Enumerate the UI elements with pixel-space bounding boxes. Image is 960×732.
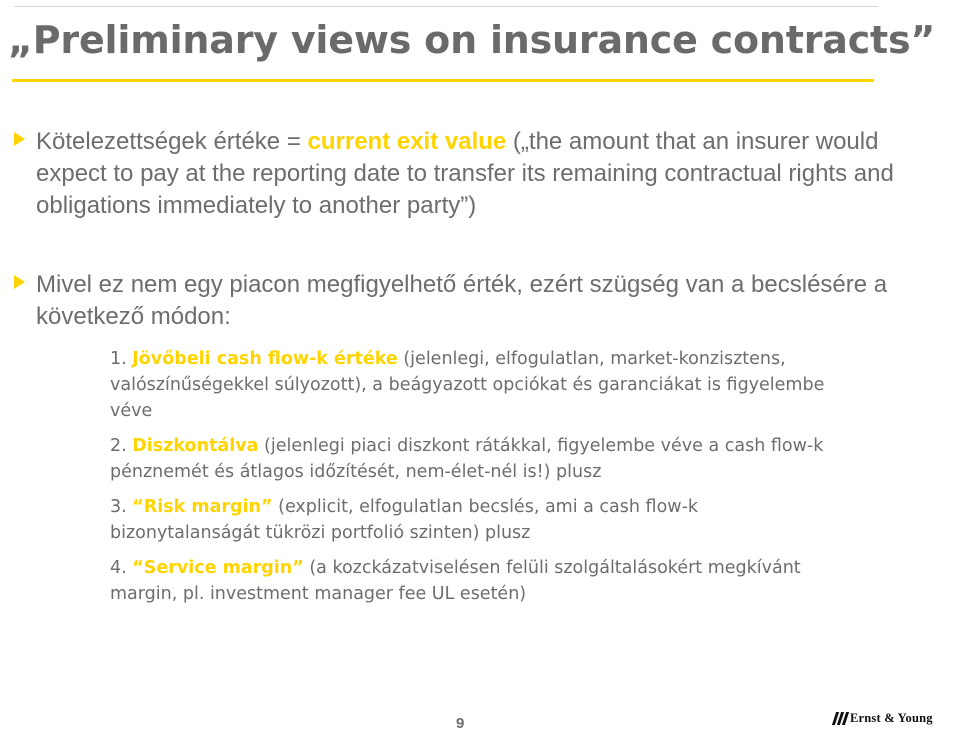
bullet-text-part: Kötelezettségek értéke =: [36, 128, 308, 155]
list-item: [110, 555, 850, 607]
item-highlight: “Service margin”: [132, 558, 304, 578]
page-number: 9: [456, 715, 465, 732]
item-highlight: Diszkontálva: [132, 436, 259, 456]
item-number: 4.: [110, 558, 133, 578]
bullet-estimation: [14, 269, 936, 333]
highlight-current-exit-value: current exit value: [307, 128, 507, 155]
item-highlight: Jövőbeli cash flow-k értéke: [132, 349, 398, 369]
list-item: [110, 346, 850, 424]
title-underline: [12, 79, 874, 82]
list-item: [110, 494, 850, 546]
item-text: (jelenlegi, elfogulatlan, market-konzisztens, valószínűségekkel súlyozott), a beágyazott opciókat és garanciákat is figyelembe véve: [110, 349, 825, 421]
logo-text: Ernst & Young: [850, 710, 933, 725]
list-item: [110, 433, 850, 485]
bullet-arrow-icon: [14, 132, 25, 146]
bullet-arrow-icon: [14, 275, 25, 289]
item-text: (a kozckázatviselésen felüli szolgáltalásokért megkívánt margin, pl. investment manager fee UL esetén): [110, 558, 801, 604]
bullet-exit-value: [14, 126, 936, 222]
bullet-text-part: („the amount that an insurer would expect to pay at the reporting date to transfer its remaining contractual rights and obligations immediately to another party”): [36, 128, 894, 219]
page-title: „Preliminary views on insurance contracts”: [8, 18, 936, 62]
bullet-text: [36, 126, 936, 222]
item-text: (jelenlegi piaci diszkont rátákkal, figyelembe véve a cash flow-k pénznemét és átlagos időzítését, nem-élet-nél is!) plusz: [110, 436, 824, 482]
item-text: (explicit, elfogulatlan becslés, ami a cash flow-k bizonytalanságát tükrözi portfolió szinten) plusz: [110, 497, 699, 543]
ernst-young-logo: [834, 709, 960, 727]
top-divider: [14, 6, 878, 7]
item-number: 2.: [110, 436, 133, 456]
component-list: [110, 346, 850, 607]
item-number: 3.: [110, 497, 133, 517]
bullet-text: Mivel ez nem egy piacon megfigyelhető érték, ezért szügség van a becslésére a következő módon:: [36, 271, 888, 330]
logo-bars-icon: [834, 712, 847, 725]
item-number: 1.: [110, 349, 133, 369]
item-highlight: “Risk margin”: [132, 497, 273, 517]
